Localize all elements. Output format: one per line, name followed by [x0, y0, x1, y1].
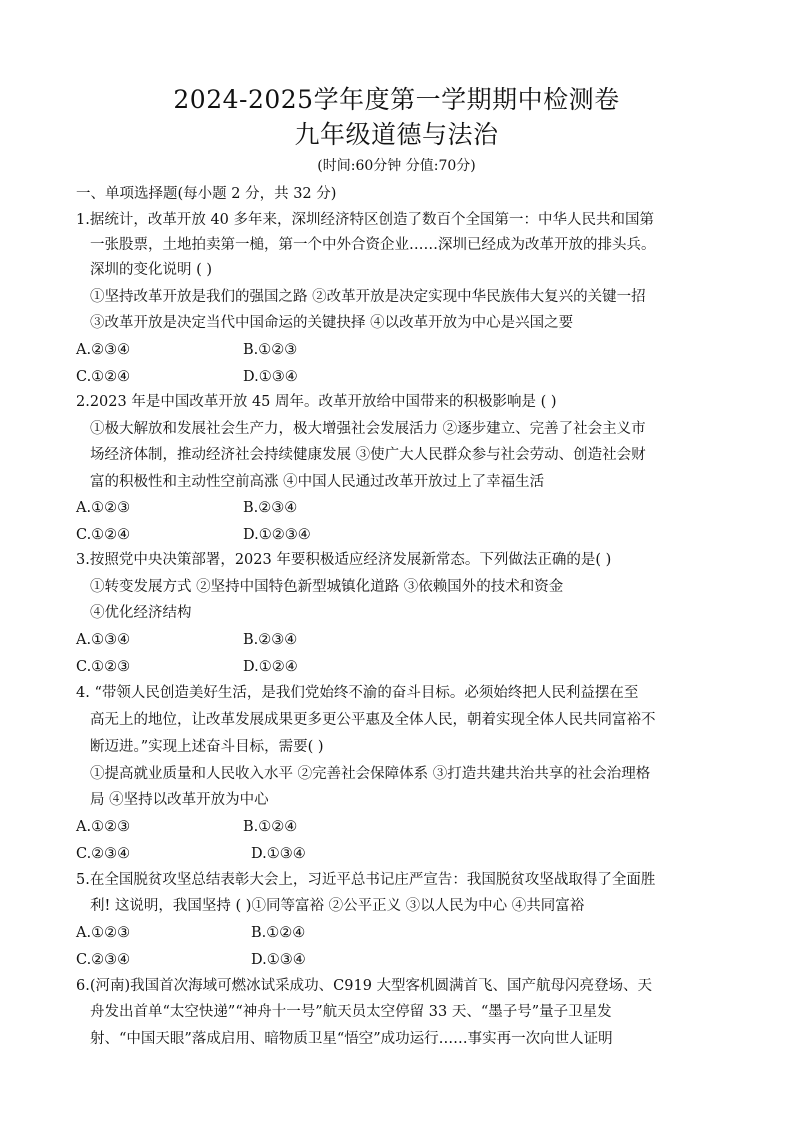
- question-3-line: 3.按照党中央决策部署，2023 年要积极适应经济发展新常态。下列做法正确的是( ): [76, 552, 612, 568]
- question-3-option-d: D.①②④: [243, 659, 298, 675]
- question-6-line: 舟发出首单“太空快递”“神舟十一号”航天员太空停留 33 天、“墨子号”量子卫星发: [90, 1004, 612, 1020]
- question-1-option-b: B.①②③: [243, 342, 298, 358]
- question-4-option-a: A.①②③: [76, 819, 131, 835]
- question-1-line: ③改革开放是决定当代中国命运的关键抉择 ④以改革开放为中心是兴国之要: [90, 315, 574, 331]
- question-1-option-d: D.①③④: [243, 369, 298, 385]
- question-3-option-a: A.①③④: [76, 632, 131, 648]
- question-4-option-b: B.①②④: [243, 819, 298, 835]
- question-5-option-b: B.①②④: [251, 925, 306, 941]
- question-1-line: 一张股票，土地拍卖第一槌，第一个中外合资企业……深圳已经成为改革开放的排头兵。: [90, 237, 656, 253]
- question-5-option-a: A.①②③: [76, 925, 131, 941]
- question-6-line: 射、“中国天眼”落成启用、暗物质卫星“悟空”成功运行……事实再一次向世人证明: [90, 1031, 613, 1047]
- question-4-option-d: D.①③④: [251, 846, 306, 862]
- question-2-option-a: A.①②③: [76, 500, 131, 516]
- question-4-line: 高无上的地位，让改革发展成果更多更公平惠及全体人民，朝着实现全体人民共同富裕不: [90, 712, 656, 728]
- section-heading: 一、单项选择题(每小题 2 分，共 32 分): [76, 186, 337, 202]
- question-1-option-c: C.①②④: [76, 369, 131, 385]
- question-2-line: 场经济体制，推动经济社会持续健康发展 ③使广大人民群众参与社会劳动、创造社会财: [90, 447, 646, 463]
- question-3-line: ④优化经济结构: [90, 605, 192, 621]
- question-5-option-c: C.②③④: [76, 952, 131, 968]
- exam-subtitle: 九年级道德与法治: [294, 120, 499, 149]
- question-3-option-c: C.①②③: [76, 659, 131, 675]
- question-1-line: ①坚持改革开放是我们的强国之路 ②改革开放是决定实现中华民族伟大复兴的关键一招: [90, 289, 646, 305]
- question-2-line: 富的积极性和主动性空前高涨 ④中国人民通过改革开放过上了幸福生活: [90, 474, 545, 490]
- question-1-option-a: A.②③④: [76, 342, 131, 358]
- question-3-option-b: B.②③④: [243, 632, 298, 648]
- question-2-option-b: B.②③④: [243, 500, 298, 516]
- question-2-line: 2.2023 年是中国改革开放 45 周年。改革开放给中国带来的积极影响是 ( ): [76, 394, 557, 410]
- question-1-line: 深圳的变化说明 ( ): [90, 262, 213, 278]
- question-5-line: 利! 这说明，我国坚持 ( )①同等富裕 ②公平正义 ③以人民为中心 ④共同富裕: [90, 898, 585, 914]
- question-4-line: 断迈进。”实现上述奋斗目标，需要( ): [90, 739, 324, 755]
- question-5-line: 5.在全国脱贫攻坚总结表彰大会上，习近平总书记庄严宣告：我国脱贫攻坚战取得了全面胜: [76, 872, 656, 888]
- question-2-option-c: C.①②④: [76, 527, 131, 543]
- question-4-line: ①提高就业质量和人民收入水平 ②完善社会保障体系 ③打造共建共治共享的社会治理格: [90, 766, 651, 782]
- question-2-line: ①极大解放和发展社会生产力，极大增强社会发展活力 ②逐步建立、完善了社会主义市: [90, 421, 646, 437]
- question-6-line: 6.(河南)我国首次海域可燃冰试采成功、C919 大型客机圆满首飞、国产航母闪亮登场、天: [76, 978, 653, 994]
- question-1-line: 1.据统计，改革开放 40 多年来，深圳经济特区创造了数百个全国第一：中华人民共和国第: [76, 212, 654, 228]
- question-4-line: 局 ④坚持以改革开放为中心: [90, 792, 269, 808]
- question-4-line: 4. “带领人民创造美好生活，是我们党始终不渝的奋斗目标。必须始终把人民利益摆在至: [76, 685, 639, 701]
- question-5-option-d: D.①③④: [251, 952, 306, 968]
- question-3-line: ①转变发展方式 ②坚持中国特色新型城镇化道路 ③依赖国外的技术和资金: [90, 579, 564, 595]
- time-score-info: (时间:60分钟 分值:70分): [317, 158, 476, 174]
- exam-title: 2024-2025学年度第一学期期中检测卷: [173, 85, 620, 114]
- question-2-option-d: D.①②③④: [243, 527, 311, 543]
- question-4-option-c: C.②③④: [76, 846, 131, 862]
